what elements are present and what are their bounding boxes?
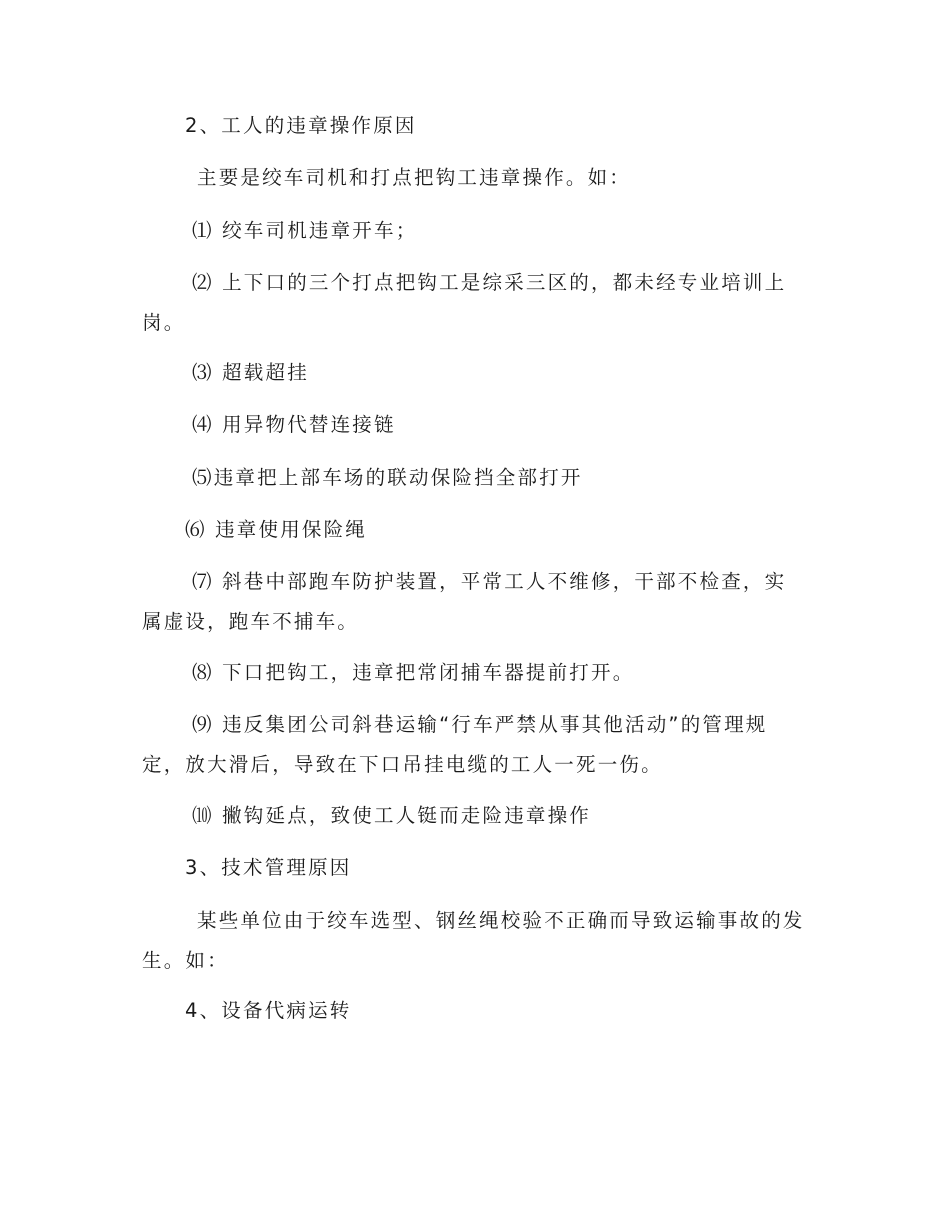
section-3-paragraph: 某些单位由于绞车选型、钢丝绳校验不正确而导致运输事故的发生。如： [142,909,805,972]
list-item-10: ⑽ 撇钩延点，致使工人铤而走险违章操作 [192,804,591,827]
list-item-5: ⑸违章把上部车场的联动保险挡全部打开 [192,466,583,489]
list-item-3: ⑶ 超载超挂 [192,361,309,384]
list-item-1: ⑴ 绞车司机违章开车； [192,219,418,242]
section-heading-2: 2、工人的违章操作原因 [185,114,417,137]
list-item-7: ⑺ 斜巷中部跑车防护装置，平常工人不维修，干部不检查，实属虚设，跑车不捕车。 [142,570,787,633]
intro-paragraph: 主要是绞车司机和打点把钩工违章操作。如： [197,166,632,189]
section-heading-4: 4、设备代病运转 [185,999,352,1022]
list-item-2: ⑵ 上下口的三个打点把钩工是综采三区的，都未经专业培训上岗。 [142,271,787,334]
list-item-9: ⑼ 违反集团公司斜巷运输“行车严禁从事其他活动”的管理规定，放大滑后，导致在下口吊挂电缆的工人一死一伤。 [142,713,768,776]
list-item-8: ⑻ 下口把钩工，违章把常闭捕车器提前打开。 [192,661,635,684]
section-heading-3: 3、技术管理原因 [185,856,352,879]
list-item-6: ⑹ 违章使用保险绳 [185,518,367,541]
list-item-4: ⑷ 用异物代替连接链 [192,413,396,436]
